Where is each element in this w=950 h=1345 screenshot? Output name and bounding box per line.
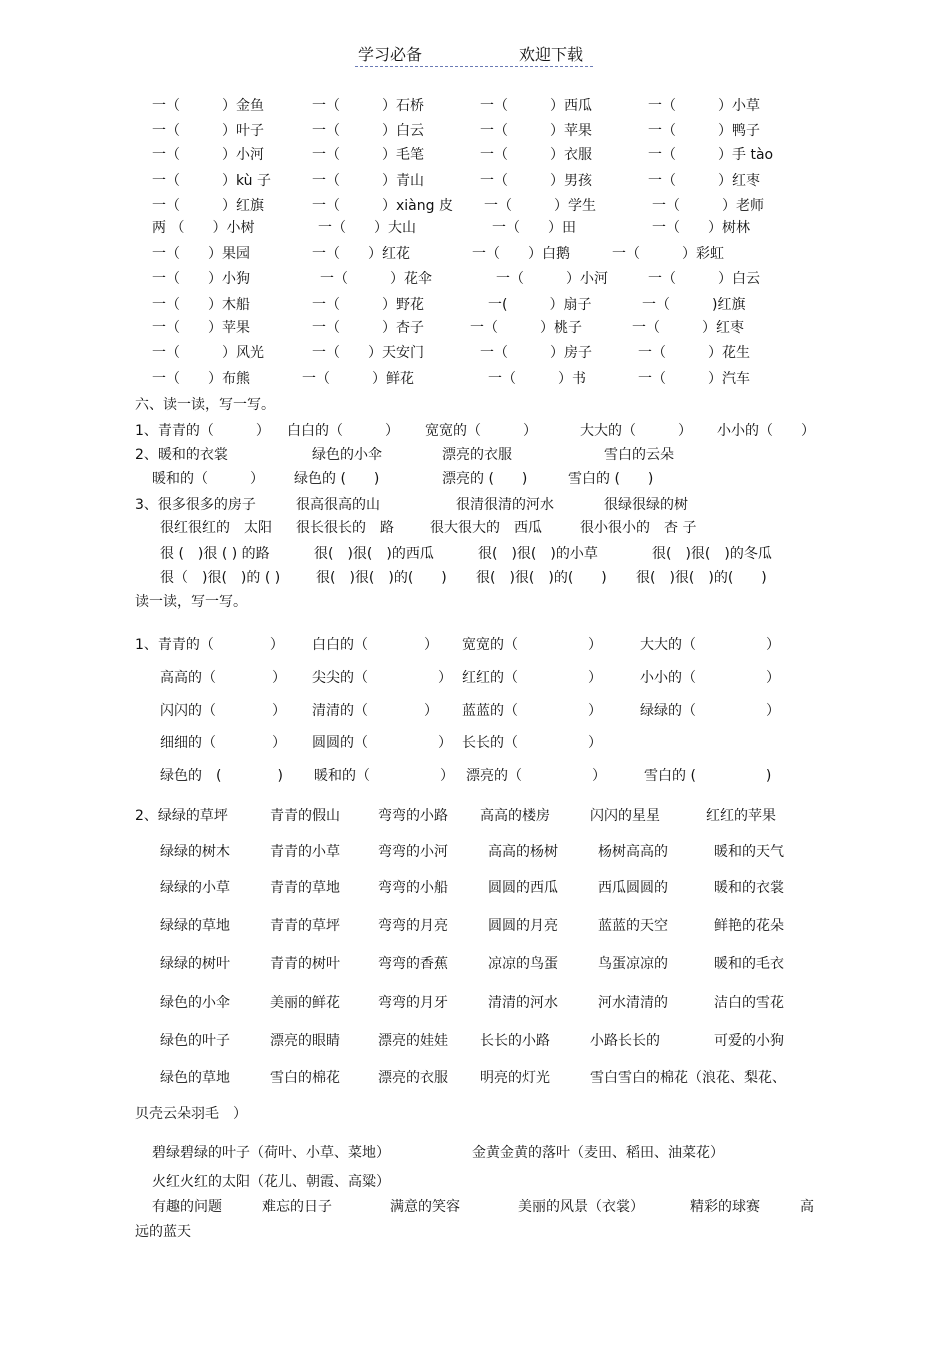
phrase-item: 绿色的叶子 — [160, 1033, 230, 1049]
fill-item: 闪闪的（ ） — [160, 703, 286, 719]
fill-item: 宽宽的（ ） — [462, 637, 602, 653]
phrase-item: 绿色的小伞 — [160, 995, 230, 1011]
classifier-item: 一（ ）白云 — [648, 271, 760, 287]
phrase-item: 精彩的球赛 — [690, 1199, 760, 1215]
phrase-item: 暖和的天气 — [714, 844, 784, 860]
fill-item: 白白的（ ） — [312, 637, 438, 653]
classifier-item: 一（ ）红花 — [312, 246, 410, 262]
phrase-item: 3、很多很多的房子 — [135, 497, 256, 513]
fill-item: 高高的（ ） — [160, 670, 286, 686]
phrase-item: 长长的小路 — [480, 1033, 550, 1049]
fill-item: 很（ )很( )的 ( ) — [160, 570, 281, 586]
phrase-item: 青青的小草 — [270, 844, 340, 860]
phrase-item: 火红火红的太阳（花儿、朝霞、高粱） — [152, 1174, 390, 1190]
phrase-item: 绿绿的草地 — [160, 918, 230, 934]
fill-item: 雪白的 ( ) — [568, 471, 654, 487]
phrase-item: 高高的杨树 — [488, 844, 558, 860]
fill-item: 1、青青的（ ） — [135, 637, 284, 653]
fill-item: 1、青青的（ ） — [135, 423, 270, 439]
phrase-item: 绿色的小伞 — [312, 447, 382, 463]
phrase-continuation: 远的蓝天 — [135, 1224, 191, 1240]
phrase-item: 绿绿的树木 — [160, 844, 230, 860]
phrase-item: 绿绿的小草 — [160, 880, 230, 896]
classifier-item: 一（ ）男孩 — [480, 173, 592, 189]
classifier-item: 一（ ）xiàng 皮 — [312, 198, 453, 214]
fill-item: 长长的（ ） — [462, 735, 602, 751]
phrase-item: 青青的草坪 — [270, 918, 340, 934]
phrase-item: 杨树高高的 — [598, 844, 668, 860]
classifier-item: 一（ ）石桥 — [312, 98, 424, 114]
fill-item: 漂亮的 ( ) — [442, 471, 528, 487]
classifier-item: 一（ ）鸭子 — [648, 123, 760, 139]
fill-item: 很( )很( )的( ) — [476, 570, 607, 586]
phrase-item: 圆圆的西瓜 — [488, 880, 558, 896]
section-6-title: 六、读一读，写一写。 — [135, 397, 275, 413]
fill-item: 绿色的 ( ) — [160, 768, 283, 784]
classifier-item: 一（ ）小河 — [496, 271, 608, 287]
classifier-item: 一（ ）小河 — [152, 147, 264, 163]
phrase-item: 弯弯的小船 — [378, 880, 448, 896]
classifier-item: 一（ ）果园 — [152, 246, 250, 262]
fill-item: 暖和的（ ） — [152, 471, 264, 487]
phrase-item: 河水清清的 — [598, 995, 668, 1011]
phrase-item: 高高的楼房 — [480, 808, 550, 824]
phrase-item: 青青的草地 — [270, 880, 340, 896]
classifier-item: 一（ ）花生 — [638, 345, 750, 361]
classifier-item: 一（ ）木船 — [152, 297, 250, 313]
phrase-item: 青青的假山 — [270, 808, 340, 824]
phrase-item: 漂亮的娃娃 — [378, 1033, 448, 1049]
fill-item: 很( )很( )的小草 — [478, 546, 598, 562]
classifier-item: 一（ ）老师 — [652, 198, 764, 214]
classifier-item: 一（ ）金鱼 — [152, 98, 264, 114]
phrase-item: 金黄金黄的落叶（麦田、稻田、油菜花） — [472, 1145, 724, 1161]
fill-item: 很( )很( )的( ) — [636, 570, 767, 586]
classifier-item: 一（ ）树林 — [652, 220, 750, 236]
fill-item: 小小的（ ） — [717, 423, 815, 439]
page-header — [355, 40, 593, 67]
classifier-item: 一（ ）衣服 — [480, 147, 592, 163]
phrase-item: 洁白的雪花 — [714, 995, 784, 1011]
phrase-item: 鲜艳的花朵 — [714, 918, 784, 934]
phrase-item: 清清的河水 — [488, 995, 558, 1011]
phrase-item: 美丽的鲜花 — [270, 995, 340, 1011]
phrase-item: 2、绿绿的草坪 — [135, 808, 228, 824]
fill-item: 漂亮的（ ） — [466, 768, 606, 784]
fill-item: 绿色的 ( ) — [294, 471, 380, 487]
fill-item: 很( )很( )的西瓜 — [314, 546, 434, 562]
phrase-item: 弯弯的小路 — [378, 808, 448, 824]
classifier-item: 一（ ）布熊 — [152, 371, 250, 387]
phrase-item: 绿色的草地 — [160, 1070, 230, 1086]
classifier-item: 一（ ）青山 — [312, 173, 424, 189]
phrase-item: 很小很小的 杏 子 — [580, 520, 697, 536]
classifier-item: 一（ ）田 — [492, 220, 576, 236]
phrase-item: 蓝蓝的天空 — [598, 918, 668, 934]
classifier-item: 一（ ）野花 — [312, 297, 424, 313]
phrase-item: 很清很清的河水 — [456, 497, 554, 513]
phrase-item: 弯弯的月牙 — [378, 995, 448, 1011]
phrase-item: 西瓜圆圆的 — [598, 880, 668, 896]
classifier-item: 一（ ）小狗 — [152, 271, 250, 287]
fill-item: 雪白的 ( ) — [644, 768, 772, 784]
phrase-item: 很高很高的山 — [296, 497, 380, 513]
phrase-item: 弯弯的香蕉 — [378, 956, 448, 972]
phrase-item: 高 — [800, 1199, 814, 1215]
phrase-item: 红红的苹果 — [706, 808, 776, 824]
phrase-item: 很大很大的 西瓜 — [430, 520, 542, 536]
classifier-item: 一（ ）房子 — [480, 345, 592, 361]
classifier-item: 一（ ）红旗 — [152, 198, 264, 214]
phrase-item: 雪白的棉花 — [270, 1070, 340, 1086]
fill-item: 清清的（ ） — [312, 703, 438, 719]
classifier-item: 一（ ）kù 子 — [152, 173, 271, 189]
classifier-item: 一（ ）苹果 — [152, 320, 250, 336]
classifier-item: 一（ ）书 — [488, 371, 586, 387]
header-left: 学习必备 — [358, 45, 423, 64]
classifier-item: 一（ ）鲜花 — [302, 371, 414, 387]
phrase-item: 有趣的问题 — [152, 1199, 222, 1215]
classifier-item: 一（ )红旗 — [642, 297, 746, 313]
fill-item: 蓝蓝的（ ） — [462, 703, 602, 719]
phrase-item: 2、暖和的衣裳 — [135, 447, 228, 463]
phrase-item: 凉凉的鸟蛋 — [488, 956, 558, 972]
fill-item: 小小的（ ） — [640, 670, 780, 686]
phrase-item: 鸟蛋凉凉的 — [598, 956, 668, 972]
classifier-item: 一（ ）手 tào — [648, 147, 774, 163]
phrase-item: 很红很红的 太阳 — [160, 520, 272, 536]
fill-item: 细细的（ ） — [160, 735, 286, 751]
classifier-item: 一（ ）风光 — [152, 345, 264, 361]
fill-item: 大大的（ ） — [640, 637, 780, 653]
fill-item: 红红的（ ） — [462, 670, 602, 686]
fill-item: 宽宽的（ ） — [425, 423, 537, 439]
classifier-item: 一（ ）彩虹 — [612, 246, 724, 262]
phrase-item: 雪白的云朵 — [604, 447, 674, 463]
fill-item: 很( )很( )的( ) — [316, 570, 447, 586]
classifier-item: 一（ ）毛笔 — [312, 147, 424, 163]
fill-item: 很( )很( )的冬瓜 — [652, 546, 772, 562]
phrase-item: 碧绿碧绿的叶子（荷叶、小草、菜地） — [152, 1145, 390, 1161]
classifier-item: 一（ ）桃子 — [470, 320, 582, 336]
classifier-item: 一（ ）白云 — [312, 123, 424, 139]
phrase-item: 暖和的衣裳 — [714, 880, 784, 896]
classifier-item: 一（ ）杏子 — [312, 320, 424, 336]
fill-item: 圆圆的（ ） — [312, 735, 452, 751]
classifier-item: 两 （ ）小树 — [152, 220, 255, 236]
phrase-item: 美丽的风景（衣裳） — [518, 1199, 644, 1215]
classifier-item: 一( ）扇子 — [488, 297, 592, 313]
phrase-item: 弯弯的月亮 — [378, 918, 448, 934]
classifier-item: 一（ ）白鹅 — [472, 246, 570, 262]
fill-item: 很 ( )很 ( ) 的路 — [160, 546, 270, 562]
phrase-item: 漂亮的衣服 — [378, 1070, 448, 1086]
fill-item: 尖尖的（ ） — [312, 670, 452, 686]
phrase-item: 小路长长的 — [590, 1033, 660, 1049]
phrase-item: 可爱的小狗 — [714, 1033, 784, 1049]
phrase-item: 满意的笑容 — [390, 1199, 460, 1215]
classifier-item: 一（ ）大山 — [318, 220, 416, 236]
fill-item: 白白的（ ） — [287, 423, 399, 439]
phrase-item: 很绿很绿的树 — [604, 497, 688, 513]
phrase-item: 很长很长的 路 — [296, 520, 394, 536]
phrase-item: 漂亮的衣服 — [442, 447, 512, 463]
classifier-item: 一（ ）叶子 — [152, 123, 264, 139]
phrase-item: 难忘的日子 — [262, 1199, 332, 1215]
phrase-item: 暖和的毛衣 — [714, 956, 784, 972]
phrase-item: 弯弯的小河 — [378, 844, 448, 860]
fill-item: 大大的（ ） — [580, 423, 692, 439]
section-b-title: 读一读，写一写。 — [135, 594, 247, 610]
phrase-item: 绿绿的树叶 — [160, 956, 230, 972]
classifier-item: 一（ ）小草 — [648, 98, 760, 114]
classifier-item: 一（ ）西瓜 — [480, 98, 592, 114]
phrase-item: 青青的树叶 — [270, 956, 340, 972]
fill-item: 绿绿的（ ） — [640, 703, 780, 719]
classifier-item: 一（ ）汽车 — [638, 371, 750, 387]
phrase-item: 雪白雪白的棉花（浪花、梨花、 — [590, 1070, 786, 1086]
phrase-continuation: 贝壳云朵羽毛 ） — [135, 1106, 247, 1122]
classifier-item: 一（ ）苹果 — [480, 123, 592, 139]
header-right: 欢迎下载 — [519, 45, 584, 64]
classifier-item: 一（ ）红枣 — [648, 173, 760, 189]
classifier-item: 一（ ）花伞 — [320, 271, 432, 287]
phrase-item: 闪闪的星星 — [590, 808, 660, 824]
phrase-item: 明亮的灯光 — [480, 1070, 550, 1086]
phrase-item: 漂亮的眼睛 — [270, 1033, 340, 1049]
phrase-item: 圆圆的月亮 — [488, 918, 558, 934]
classifier-item: 一（ ）天安门 — [312, 345, 424, 361]
classifier-item: 一（ ）学生 — [484, 198, 596, 214]
fill-item: 暖和的（ ） — [314, 768, 454, 784]
classifier-item: 一（ ）红枣 — [632, 320, 744, 336]
